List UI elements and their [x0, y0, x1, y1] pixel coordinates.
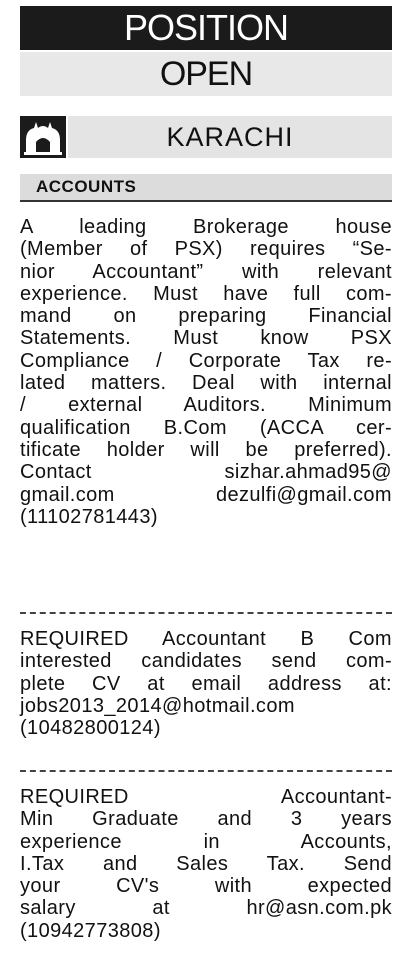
ad-line: nior Accountant” with relevant: [20, 260, 392, 283]
ad-line: (10942773808): [20, 919, 161, 942]
ad-line: your CV's with expected: [20, 875, 392, 898]
ad-line: qualification B.Com (ACCA cer-: [20, 416, 392, 439]
ad-line: lated matters. Deal with internal: [20, 372, 392, 395]
ad-line: REQUIRED Accountant-: [20, 786, 392, 808]
ad-line: (11102781443): [20, 505, 158, 528]
ad-line: Min Graduate and 3 years: [20, 808, 392, 831]
dashed-divider: [20, 612, 392, 614]
ad-line: Contact sizhar.ahmad95@: [20, 461, 392, 484]
header-open-banner: OPEN: [20, 52, 392, 96]
ad-line: tificate holder will be preferred).: [20, 438, 392, 461]
category-label: ACCOUNTS: [36, 177, 137, 196]
karachi-landmark-icon: [20, 116, 66, 158]
ad-line: salary at hr@asn.com.pk: [20, 897, 392, 920]
ad-line: Compliance / Corporate Tax re-: [20, 349, 392, 372]
ad-listing-1: [20, 216, 392, 528]
ad-line: experience in Accounts,: [20, 830, 392, 853]
ad-line: jobs2013_2014@hotmail.com: [20, 694, 295, 717]
ad-line: Statements. Must know PSX: [20, 327, 392, 350]
header-position-banner: POSITION: [20, 6, 392, 50]
ad-listing-3: [20, 786, 392, 942]
ad-listing-2: [20, 628, 392, 739]
ad-line: REQUIRED Accountant B Com: [20, 628, 392, 650]
category-bar: [20, 174, 392, 202]
ad-line: A leading Brokerage house: [20, 216, 392, 238]
ad-line: (Member of PSX) requires “Se-: [20, 238, 392, 261]
ad-line: / external Auditors. Minimum: [20, 394, 392, 417]
ad-line: gmail.com dezulfi@gmail.com: [20, 483, 392, 506]
ad-line: experience. Must have full com-: [20, 282, 392, 305]
ad-line: mand on preparing Financial: [20, 305, 392, 328]
city-heading: KARACHI: [68, 116, 392, 158]
ad-line: I.Tax and Sales Tax. Send: [20, 852, 392, 875]
ad-line: (10482800124): [20, 717, 161, 740]
ad-line: plete CV at email address at:: [20, 672, 392, 695]
ad-line: interested candidates send com-: [20, 650, 392, 673]
dashed-divider: [20, 770, 392, 772]
